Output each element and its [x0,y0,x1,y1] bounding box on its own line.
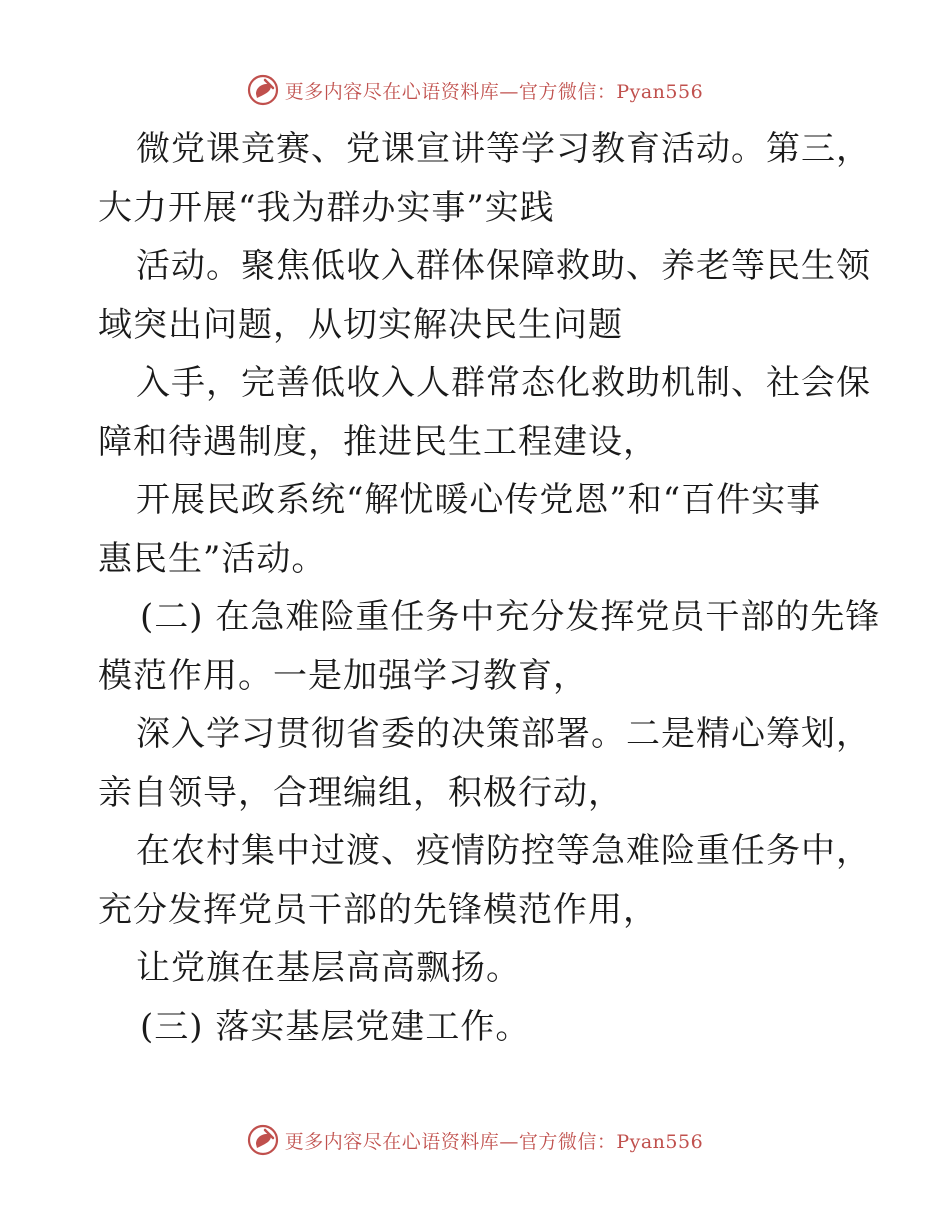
body-line: 开展民政系统“解忧暖心传党恩”和“百件实事 [136,480,822,520]
pen-heart-logo-icon [247,74,279,106]
body-line: 深入学习贯彻省委的决策部署。二是精心筹划， [136,714,871,754]
body-line: 让党旗在基层高高飘扬。 [136,948,521,988]
body-line: 亲自领导，合理编组，积极行动， [98,772,623,813]
body-line: 入手，完善低收入人群常态化救助机制、社会保 [136,363,871,403]
section-heading: (二) 在急难险重任务中充分发挥党员干部的先锋 [140,597,881,637]
section-heading: (三) 落实基层党建工作。 [140,1006,531,1047]
watermark-title: 更多内容尽在心语资料库 [284,1130,500,1153]
body-line: 充分发挥党员干部的先锋模范作用， [98,889,658,930]
body-line: 域突出问题，从切实解决民生问题 [98,304,623,345]
watermark-wechat-id: Pyan556 [616,1130,704,1153]
watermark-text [285,1127,703,1154]
watermark-text [285,77,703,104]
watermark-wechat-label: 官方微信： [518,80,617,103]
watermark-separator: — [499,80,519,103]
watermark-separator: — [499,1130,519,1153]
header-watermark [0,72,950,108]
body-line: 障和待遇制度，推进民生工程建设， [98,421,658,462]
watermark-wechat-label: 官方微信： [518,1130,617,1153]
pen-heart-logo-icon [247,1124,279,1156]
body-line: 惠民生”活动。 [98,538,327,579]
watermark-title: 更多内容尽在心语资料库 [284,80,500,103]
document-body [98,120,881,1056]
watermark-wechat-id: Pyan556 [616,80,704,103]
body-line: 活动。聚焦低收入群体保障救助、养老等民生领 [136,246,871,286]
body-line: 在农村集中过渡、疫情防控等急难险重任务中， [136,831,871,871]
body-line: 模范作用。一是加强学习教育， [98,655,588,696]
footer-watermark [0,1122,950,1158]
body-line: 大力开展“我为群办实事”实践 [98,187,555,228]
body-line: 微党课竞赛、党课宣讲等学习教育活动。第三， [136,129,871,169]
